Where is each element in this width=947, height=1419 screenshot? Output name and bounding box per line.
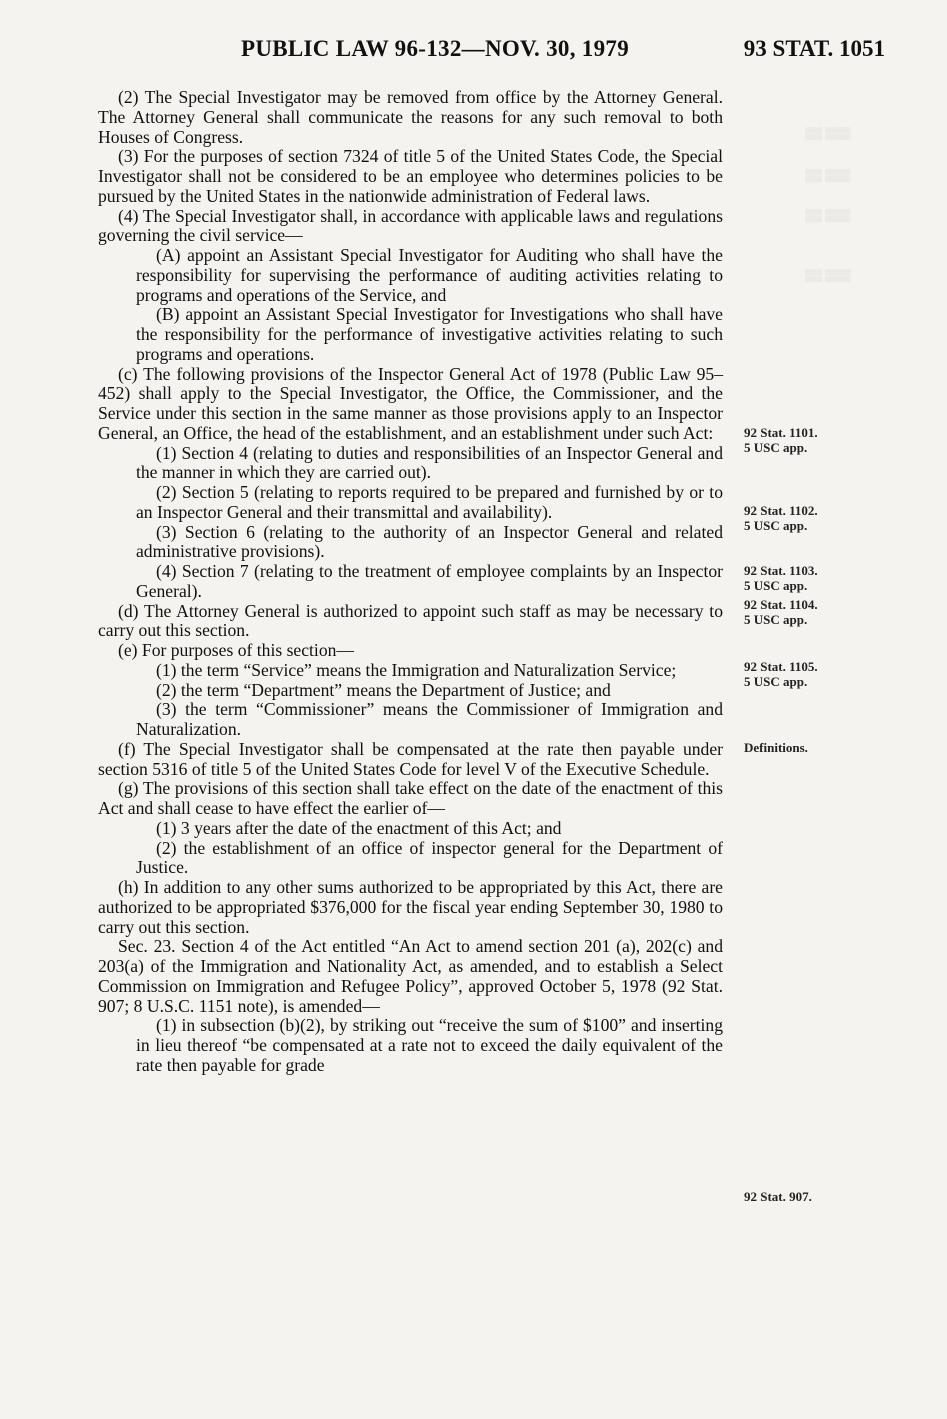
- margin-note-code: 5 USC app.: [744, 518, 808, 533]
- item-section-6: (3) Section 6 (relating to the authority of an Inspector General and related administrative provisions).: [136, 521, 723, 562]
- margin-note: [744, 1189, 812, 1204]
- definition-department: (2) the term “Department” means the Department of Justice; and: [156, 679, 611, 700]
- bleed-through-mark: ▒▒ ▒▒▒: [805, 126, 851, 140]
- margin-note-code: 5 USC app.: [744, 578, 808, 593]
- margin-note-citation: 92 Stat. 1104.: [744, 597, 818, 612]
- section-23: Sec. 23. Section 4 of the Act entitled “An Act to amend section 201 (a), 202(c) and 203(a) of the Immigration and Nationality Act, as amended, and to establish a Select Commission on Immigration and Refugee Policy”, approved October 5, 1978 (92 Stat. 907; 8 U.S.C. 1151 note), is amended—: [98, 936, 723, 1016]
- page-title: PUBLIC LAW 96-132—NOV. 30, 1979: [241, 36, 629, 61]
- margin-note-definitions: [744, 740, 808, 755]
- item-3-years: (1) 3 years after the date of the enactment of this Act; and: [156, 817, 562, 838]
- item-establishment: (2) the establishment of an office of inspector general for the Department of Justice.: [136, 837, 723, 878]
- statute-body: [98, 88, 723, 1076]
- margin-note: [744, 597, 818, 627]
- margin-note-citation: 92 Stat. 1102.: [744, 503, 818, 518]
- subparagraph-a-auditing: (A) appoint an Assistant Special Investigator for Auditing who shall have the responsibility for supervising the performance of auditing activities relating to programs and operations of the Service, and: [136, 245, 723, 305]
- margin-note-citation: 92 Stat. 1101.: [744, 425, 818, 440]
- stat-page-number: 93 STAT. 1051: [743, 36, 885, 61]
- subsection-f: (f) The Special Investigator shall be compensated at the rate then payable under section 5316 of title 5 of the United States Code for level V of the Executive Schedule.: [98, 738, 723, 779]
- running-head: [0, 30, 947, 70]
- margin-note: [744, 503, 818, 533]
- item-section-5: (2) Section 5 (relating to reports required to be prepared and furnished by or to an Inspector General and their transmittal and availability).: [136, 482, 723, 522]
- subparagraph-b-investigations: (B) appoint an Assistant Special Investigator for Investigations who shall have the responsibility for the performance of investigative activities relating to such programs and operations.: [136, 304, 723, 364]
- paragraph-2-removal: (2) The Special Investigator may be removed from office by the Attorney General. The Attorney General shall communicate the reasons for any such removal to both Houses of Congress.: [98, 87, 723, 147]
- subsection-c: (c) The following provisions of the Inspector General Act of 1978 (Public Law 95–452) shall apply to the Special Investigator, the Office, the Commissioner, and the Service under this section in the same manner as those provisions apply to an Inspector General, an Office, the head of the establishment, and an establishment under such Act:: [98, 363, 723, 443]
- subsection-d: (d) The Attorney General is authorized to appoint such staff as may be necessary to carry out this section.: [98, 600, 723, 641]
- margin-note: [744, 659, 818, 689]
- bleed-through-mark: ▒▒ ▒▒▒: [805, 168, 851, 182]
- margin-note: [744, 425, 818, 455]
- definition-commissioner: (3) the term “Commissioner” means the Commissioner of Immigration and Naturalization.: [136, 699, 723, 739]
- bleed-through-mark: ▒▒ ▒▒▒: [805, 268, 851, 282]
- margin-note-citation: 92 Stat. 1103.: [744, 563, 818, 578]
- margin-note-code: 5 USC app.: [744, 612, 808, 627]
- definition-service: (1) the term “Service” means the Immigration and Naturalization Service;: [156, 659, 677, 680]
- paragraph-3-section-7324: (3) For the purposes of section 7324 of title 5 of the United States Code, the Special Investigator shall not be considered to be an employee who determines policies to be pursued by the United States in the nationwide administration of Federal laws.: [98, 146, 723, 206]
- item-subsection-b2: (1) in subsection (b)(2), by striking out “receive the sum of $100” and inserting in lieu thereof “be compensated at a rate not to exceed the daily equivalent of the rate then payable for grade: [136, 1015, 723, 1075]
- subsection-e: (e) For purposes of this section—: [118, 640, 355, 660]
- subsection-g: (g) The provisions of this section shall take effect on the date of the enactment of this Act and shall cease to have effect the earlier of—: [98, 778, 723, 818]
- bleed-through-mark: ▒▒ ▒▒▒: [805, 208, 851, 222]
- margin-note-citation: 92 Stat. 1105.: [744, 659, 818, 674]
- paragraph-4-civil-service: (4) The Special Investigator shall, in accordance with applicable laws and regulations governing the civil service—: [98, 205, 723, 246]
- item-section-7: (4) Section 7 (relating to the treatment of employee complaints by an Inspector General).: [136, 561, 723, 601]
- margin-note-code: 5 USC app.: [744, 440, 808, 455]
- margin-note-citation: 92 Stat. 907.: [744, 1189, 812, 1204]
- margin-note: [744, 563, 818, 593]
- margin-note-label: Definitions.: [744, 740, 808, 755]
- item-section-4: (1) Section 4 (relating to duties and responsibilities of an Inspector General and the manner in which they are carried out).: [136, 442, 723, 483]
- margin-note-code: 5 USC app.: [744, 674, 808, 689]
- subsection-h: (h) In addition to any other sums authorized to be appropriated by this Act, there are authorized to be appropriated $376,000 for the fiscal year ending September 30, 1980 to carry out this section.: [98, 877, 723, 937]
